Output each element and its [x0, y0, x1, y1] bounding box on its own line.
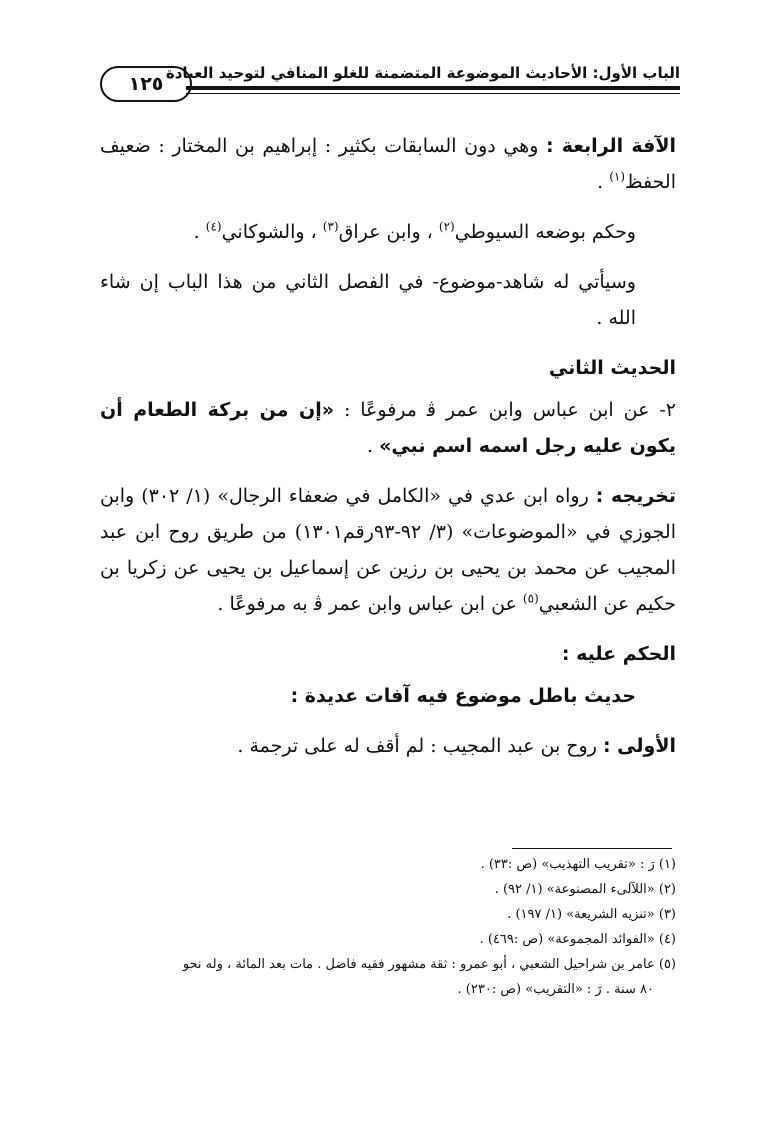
paragraph-ruling: حديث باطل موضوع فيه آفات عديدة :	[290, 685, 636, 707]
heading-second-hadith: الحديث الثاني	[548, 357, 676, 379]
hadith-chain: عن ابن عباس وابن عمر ﭬ مرفوعًا :	[334, 399, 650, 421]
footnote-2: (٢) «اللآلىء المصنوعة» (١/ ٩٢) .	[494, 882, 676, 897]
heading-ruling: الحكم عليه :	[561, 643, 676, 665]
paragraph-hadith-text	[100, 392, 676, 464]
footnote-1: (١) رَ : «تقريب التهذيب» (ص :٣٣) .	[480, 857, 676, 872]
footnote-ref-5[interactable]: (٥)	[522, 591, 539, 606]
text-end: .	[366, 435, 380, 457]
header-title: الباب الأول: الأحاديث الموضوعة المتضمنة للغلو المنافي لتوحيد العبادة	[165, 64, 680, 82]
text-fourth-defect: وهي دون السابقات بكثير : إبراهيم بن المختار : ضعيف الحفظ	[100, 135, 676, 193]
footnotes	[100, 852, 676, 1002]
label-takhrij: تخريجه :	[595, 485, 676, 507]
footnote-3: (٣) «تنزيه الشريعة» (١/ ١٩٧) .	[507, 907, 676, 922]
text-end: .	[193, 221, 206, 243]
text-shawkani: ، والشوكاني	[221, 221, 323, 243]
footnote-ref-3[interactable]: (٣)	[322, 219, 339, 234]
text-first-defect: روح بن عبد المجيب : لم أقف له على ترجمة .	[237, 735, 603, 757]
hadith-number: ٢-	[649, 399, 676, 421]
footnote-ref-4[interactable]: (٤)	[205, 219, 222, 234]
header-rule-thin	[186, 93, 680, 94]
page-number: ١٢٥	[100, 66, 192, 102]
footnote-ref-2[interactable]: (٢)	[438, 219, 455, 234]
text-suyuti: وحكم بوضعه السيوطي	[454, 221, 636, 243]
paragraph-takhrij	[100, 478, 676, 622]
header-rule-thick	[186, 86, 680, 90]
text-end: .	[597, 171, 610, 193]
paragraph-fourth-defect	[100, 128, 676, 200]
paragraph-ruling-authorities	[100, 214, 676, 250]
label-first-defect: الأولى :	[602, 735, 676, 757]
footnote-separator	[512, 848, 672, 849]
footnote-4: (٤) «الفوائد المجموعة» (ص :٤٦٩) .	[479, 932, 676, 947]
paragraph-first-defect	[100, 728, 676, 764]
text-ibn-iraq: ، وابن عراق	[338, 221, 439, 243]
text-takhrij: رواه ابن عدي في «الكامل في ضعفاء الرجال» (١/ ٣٠٢) وابن الجوزي في «الموضوعات» (٣/ ٩٢-٩٣رقم١٣٠١) من طريق روح ابن عبد المجيب عن محمد بن يحيى بن رزين عن إسماعيل بن يحيى عن زكريا بن حكيم عن الشعبي	[100, 485, 676, 615]
label-fourth-defect: الآفة الرابعة :	[546, 135, 676, 157]
running-header	[100, 62, 680, 102]
footnote-5: (٥) عامر بن شراحيل الشعبي ، أبو عمرو : ثقة مشهور فقيه فاضل . مات بعد المائة ، وله نحو	[182, 957, 676, 972]
paragraph-witness: وسيأتي له شاهد-موضوع- في الفصل الثاني من هذا الباب إن شاء الله .	[100, 271, 636, 329]
hadith-quote: «إن من بركة الطعام أن يكون عليه رجل اسمه اسم نبي»	[100, 399, 676, 457]
footnote-ref-1[interactable]: (١)	[609, 169, 626, 184]
main-text	[100, 128, 676, 778]
footnote-5-continuation: ٨٠ سنة . رَ : «التقريب» (ص :٢٣٠) .	[457, 982, 654, 997]
text-takhrij-end: عن ابن عباس وابن عمر ﭬ به مرفوعًا .	[217, 593, 523, 615]
